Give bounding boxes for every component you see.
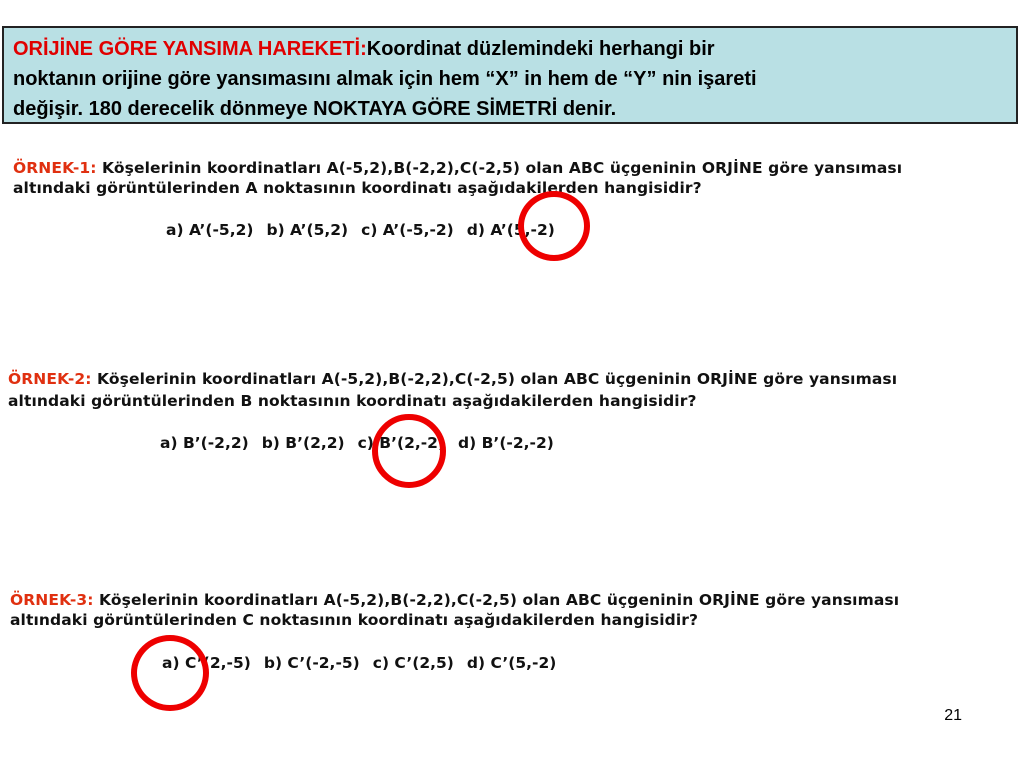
example-2-choices bbox=[160, 433, 567, 453]
example-1-choice-d: d) A’(5,-2) bbox=[466, 221, 555, 239]
example-2-choice-d: d) B’(-2,-2) bbox=[458, 434, 554, 452]
example-1-question-line2: altındaki görüntülerinden A noktasının koordinatı aşağıdakilerden hangisidir? bbox=[13, 179, 702, 197]
definition-title: ORİJİNE GÖRE YANSIMA HAREKETİ: bbox=[13, 38, 367, 60]
definition-text-line1: Koordinat düzlemindeki herhangi bir bbox=[366, 38, 715, 60]
example-3-choice-b: b) C’(-2,-5) bbox=[263, 654, 360, 672]
example-1-choice-a: a) A’(-5,2) bbox=[166, 221, 254, 239]
example-1-question-line1 bbox=[13, 158, 902, 178]
example-3-choice-c: c) C’(2,5) bbox=[372, 654, 454, 672]
page-number: 21 bbox=[944, 707, 962, 724]
definition-text-line2: noktanın orijine göre yansımasını almak için hem “X” in hem de “Y” nin işareti bbox=[13, 68, 757, 90]
example-2-choice-c: c) B’(2,-2) bbox=[357, 434, 446, 452]
example-1-question-text: Köşelerinin koordinatları A(-5,2),B(-2,2),C(-2,5) olan ABC üçgeninin ORJİNE göre yansıması bbox=[96, 159, 903, 177]
definition-text-line3: değişir. 180 derecelik dönmeye NOKTAYA GÖRE SİMETRİ denir. bbox=[13, 98, 617, 120]
example-3-question-text: Köşelerinin koordinatları A(-5,2),B(-2,2),C(-2,5) olan ABC üçgeninin ORJİNE göre yansıması bbox=[93, 591, 900, 609]
answer-circle-example-2 bbox=[372, 414, 446, 488]
example-3-choice-a: a) C’(2,-5) bbox=[162, 654, 251, 672]
example-3-question-line2: altındaki görüntülerinden C noktasının koordinatı aşağıdakilerden hangisidir? bbox=[10, 611, 699, 629]
answer-circle-example-3 bbox=[131, 635, 209, 711]
answer-circle-example-1 bbox=[518, 191, 590, 261]
example-2-question-line2: altındaki görüntülerinden B noktasının koordinatı aşağıdakilerden hangisidir? bbox=[8, 392, 697, 410]
definition-box bbox=[2, 26, 1018, 124]
example-1-choices bbox=[166, 220, 568, 240]
example-2-choice-b: b) B’(2,2) bbox=[261, 434, 345, 452]
example-1-choice-b: b) A’(5,2) bbox=[266, 221, 349, 239]
example-2-choice-a: a) B’(-2,2) bbox=[160, 434, 249, 452]
example-1-choice-c: c) A’(-5,-2) bbox=[361, 221, 454, 239]
example-2-question-text: Köşelerinin koordinatları A(-5,2),B(-2,2),C(-2,5) olan ABC üçgeninin ORJİNE göre yansıması bbox=[91, 370, 898, 388]
example-3-question-line1 bbox=[10, 590, 899, 610]
example-3-choices bbox=[162, 653, 569, 673]
example-3-label: ÖRNEK-3: bbox=[10, 591, 94, 609]
example-1-label: ÖRNEK-1: bbox=[13, 159, 97, 177]
example-3-choice-d: d) C’(5,-2) bbox=[466, 654, 557, 672]
example-2-label: ÖRNEK-2: bbox=[8, 370, 92, 388]
example-2-question-line1 bbox=[8, 369, 897, 389]
